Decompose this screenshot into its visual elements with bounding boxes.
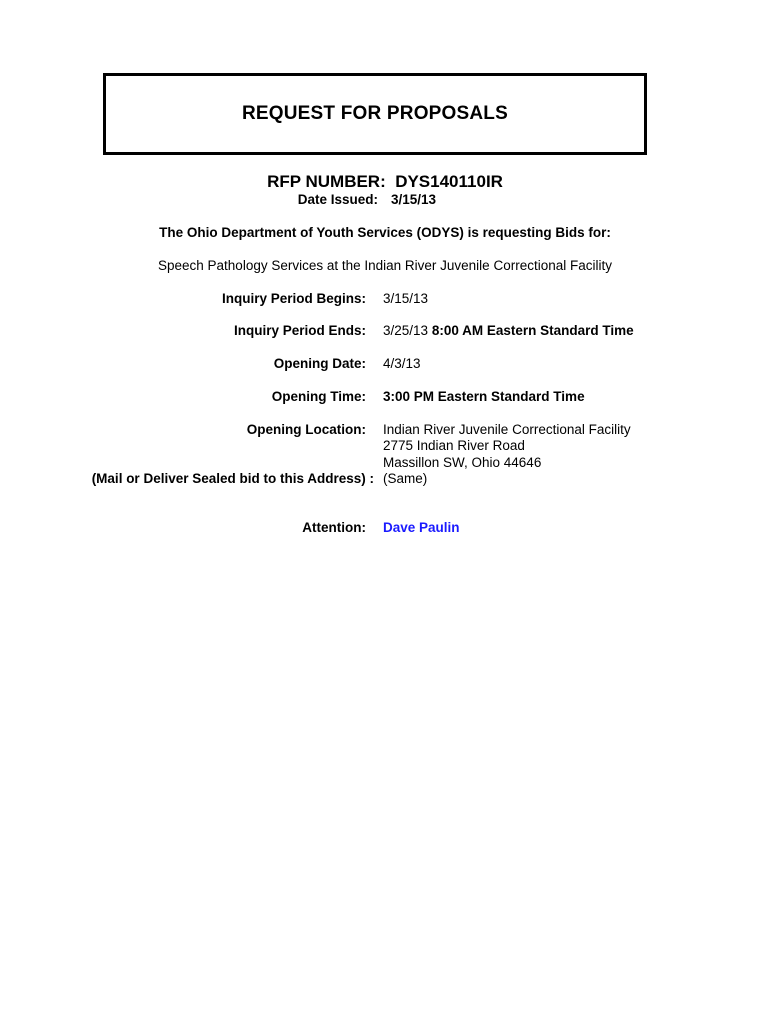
opening-time-label: Opening Time: — [271, 389, 366, 404]
opening-time-value: 3:00 PM Eastern Standard Time — [383, 389, 585, 404]
inquiry-ends-value — [383, 323, 634, 340]
page-title: REQUEST FOR PROPOSALS — [241, 103, 508, 124]
location-line-2: 2775 Indian River Road — [383, 438, 525, 453]
mail-value: (Same) — [383, 471, 428, 486]
title-box — [103, 73, 647, 155]
location-line-1: Indian River Juvenile Correctional Facility — [383, 422, 631, 437]
service-description: Speech Pathology Services at the Indian River Juvenile Correctional Facility — [158, 258, 612, 273]
inquiry-begins-value: 3/15/13 — [383, 291, 429, 306]
inquiry-begins-label: Inquiry Period Begins: — [221, 291, 366, 306]
attention-label: Attention: — [302, 520, 366, 535]
location-line-3: Massillon SW, Ohio 44646 — [383, 455, 542, 470]
opening-date-label: Opening Date: — [273, 356, 366, 371]
inquiry-ends-time: 8:00 AM Eastern Standard Time — [431, 323, 634, 338]
date-issued-value: 3/15/13 — [391, 192, 437, 207]
opening-date-value: 4/3/13 — [383, 356, 421, 371]
inquiry-ends-label: Inquiry Period Ends: — [233, 323, 366, 338]
attention-contact-link[interactable]: Dave Paulin — [383, 520, 460, 535]
date-issued-label: Date Issued: — [297, 192, 378, 207]
rfp-number: RFP NUMBER: DYS140110IR — [267, 172, 503, 191]
opening-location-label: Opening Location: — [246, 422, 366, 437]
inquiry-ends-date: 3/25/13 — [383, 323, 429, 338]
mail-label: (Mail or Deliver Sealed bid to this Address) : — [91, 471, 374, 486]
intro-text: The Ohio Department of Youth Services (ODYS) is requesting Bids for: — [159, 225, 611, 240]
